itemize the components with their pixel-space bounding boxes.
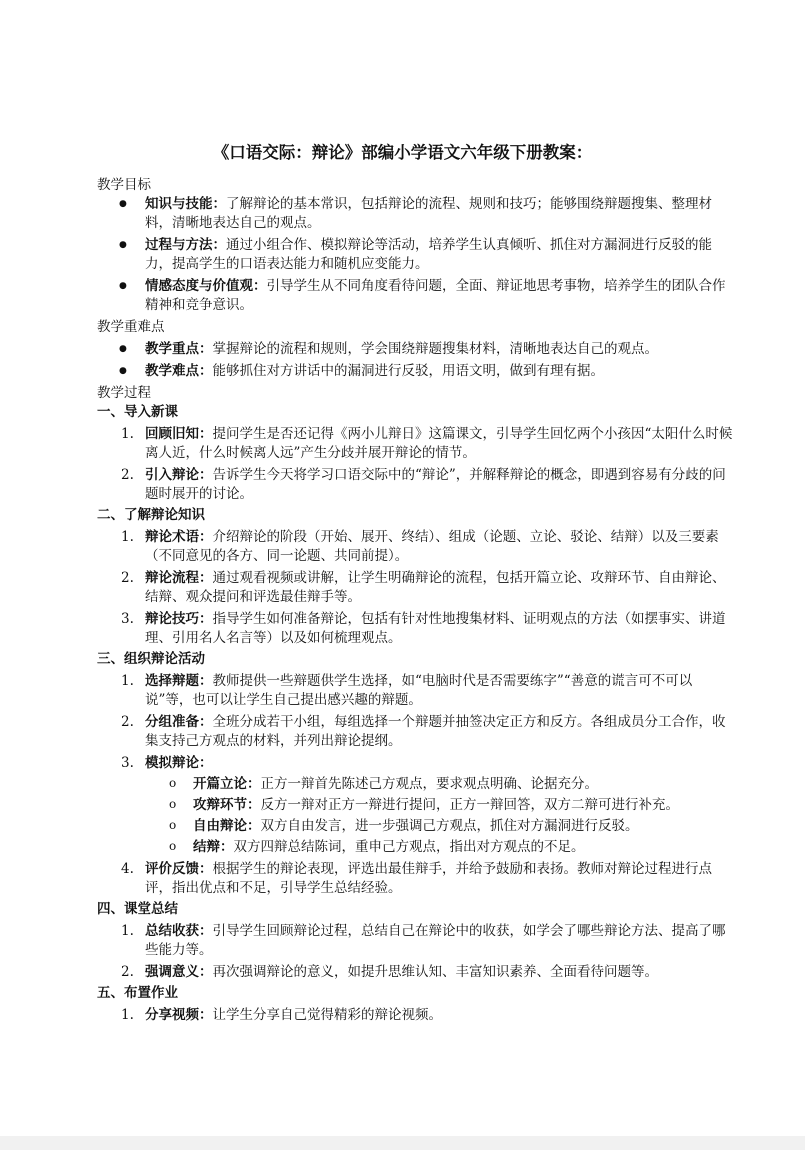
item-label: 自由辩论： (193, 818, 261, 834)
sub-list-item (97, 775, 737, 794)
item-label: 情感态度与价值观： (145, 278, 267, 294)
section-heading: 五、布置作业 (97, 985, 178, 1001)
item-text: 提问学生是否还记得《两小儿辩日》这篇课文，引导学生回忆两个小孩因“太阳什么时候离人近，什么时候离人远”产生分歧并展开辩论的情节。 (145, 426, 733, 461)
list-item (97, 1006, 737, 1025)
item-label: 攻辩环节： (193, 797, 261, 813)
list-item (97, 425, 737, 463)
list-item (97, 569, 737, 607)
keypoints-list (97, 340, 737, 381)
section-heading: 二、了解辩论知识 (97, 507, 205, 523)
item-number: 2. (121, 570, 134, 586)
document-body (97, 146, 737, 1025)
item-label: 引入辩论： (145, 467, 213, 483)
item-number: 1. (121, 923, 134, 939)
item-label: 过程与方法： (145, 237, 226, 253)
item-number: 2. (121, 714, 134, 730)
item-number: 3. (121, 755, 134, 771)
item-label: 教学重点： (145, 341, 213, 357)
item-label: 总结收获： (145, 923, 213, 939)
item-label: 辩论术语： (145, 529, 213, 545)
item-text: 了解辩论的基本常识，包括辩论的流程、规则和技巧；能够围绕辩题搜集、整理材料，清晰地表达自己的观点。 (145, 196, 712, 231)
item-label: 知识与技能： (145, 196, 226, 212)
list-item (97, 277, 737, 315)
section-heading: 一、导入新课 (97, 404, 178, 420)
list-item (97, 860, 737, 898)
numbered-list (97, 672, 737, 898)
item-text: 介绍辩论的阶段（开始、展开、终结）、组成（论题、立论、驳论、结辩）以及三要素（不同意见的各方、同一论题、共同前提）。 (145, 529, 719, 564)
list-item (97, 528, 737, 566)
list-item (97, 610, 737, 648)
section-heading: 四、课堂总结 (97, 901, 178, 917)
item-text: 正方一辩首先陈述己方观点，要求观点明确、论据充分。 (260, 776, 598, 792)
item-label: 分享视频： (145, 1007, 213, 1023)
list-item (97, 466, 737, 504)
list-item (97, 362, 737, 381)
objectives-list (97, 195, 737, 315)
item-text: 再次强调辩论的意义，如提升思维认知、丰富知识素养、全面看待问题等。 (212, 964, 658, 980)
item-label: 辩论流程： (145, 570, 213, 586)
item-label: 分组准备： (145, 714, 213, 730)
item-number: 1. (121, 529, 134, 545)
heading-process: 教学过程 (97, 385, 151, 401)
list-item (97, 195, 737, 233)
item-number: 1. (121, 426, 134, 442)
numbered-list (97, 528, 737, 648)
list-item (97, 236, 737, 274)
item-text: 通过观看视频或讲解，让学生明确辩论的流程，包括开篇立论、攻辩环节、自由辩论、结辩、观众提问和评选最佳辩手等。 (145, 570, 726, 605)
item-text: 告诉学生今天将学习口语交际中的“辩论”，并解释辩论的概念，即遇到容易有分歧的问题时展开的讨论。 (145, 467, 726, 502)
item-text: 引导学生从不同角度看待问题，全面、辩证地思考事物，培养学生的团队合作精神和竞争意识。 (145, 278, 726, 313)
item-label: 开篇立论： (193, 776, 261, 792)
item-number: 1. (121, 673, 134, 689)
list-item (97, 922, 737, 960)
item-label: 评价反馈： (145, 861, 213, 877)
sub-list (145, 775, 737, 857)
numbered-list (97, 922, 737, 982)
item-text: 通过小组合作、模拟辩论等活动，培养学生认真倾听、抓住对方漏洞进行反驳的能力，提高学生的口语表达能力和随机应变能力。 (145, 237, 712, 272)
item-text: 根据学生的辩论表现，评选出最佳辩手，并给予鼓励和表扬。教师对辩论过程进行点评，指出优点和不足，引导学生总结经验。 (145, 861, 712, 896)
item-label: 辩论技巧： (145, 611, 213, 627)
item-number: 4. (121, 861, 134, 877)
heading-keypoints: 教学重难点 (97, 319, 165, 335)
item-text: 让学生分享自己觉得精彩的辩论视频。 (212, 1007, 442, 1023)
item-label: 强调意义： (145, 964, 213, 980)
item-number: 3. (121, 611, 134, 627)
item-label: 选择辩题： (145, 673, 213, 689)
sub-list-item (97, 838, 737, 857)
item-label: 结辩： (193, 839, 234, 855)
list-item (97, 672, 737, 710)
item-text: 双方四辩总结陈词，重申己方观点，指出对方观点的不足。 (233, 839, 585, 855)
item-text: 引导学生回顾辩论过程，总结自己在辩论中的收获，如学会了哪些辩论方法、提高了哪些能力等。 (145, 923, 726, 958)
list-item (97, 713, 737, 751)
item-text: 教师提供一些辩题供学生选择，如“电脑时代是否需要练字”“善意的谎言可不可以说”等，也可以让学生自己提出感兴趣的辩题。 (145, 673, 693, 708)
item-number: 1. (121, 1007, 134, 1023)
list-item (97, 963, 737, 982)
item-label: 回顾旧知： (145, 426, 213, 442)
item-number: 2. (121, 467, 134, 483)
sub-list-item (97, 796, 737, 815)
item-text: 全班分成若干小组，每组选择一个辩题并抽签决定正方和反方。各组成员分工合作，收集支持己方观点的材料，并列出辩论提纲。 (145, 714, 726, 749)
item-label: 教学难点： (145, 363, 213, 379)
heading-objectives: 教学目标 (97, 177, 151, 193)
item-text: 反方一辩对正方一辩进行提问，正方一辩回答，双方二辩可进行补充。 (260, 797, 679, 813)
sub-list-item (97, 817, 737, 836)
item-label: 模拟辩论： (145, 755, 213, 771)
item-number: 2. (121, 964, 134, 980)
numbered-list (97, 1006, 737, 1025)
section-heading: 三、组织辩论活动 (97, 651, 205, 667)
document-title: 《口语交际：辩论》部编小学语文六年级下册教案： (212, 143, 593, 162)
item-text: 能够抓住对方讲话中的漏洞进行反驳，用语文明，做到有理有据。 (212, 363, 604, 379)
item-text: 双方自由发言，进一步强调己方观点，抓住对方漏洞进行反驳。 (260, 818, 639, 834)
item-text: 指导学生如何准备辩论，包括有针对性地搜集材料、证明观点的方法（如摆事实、讲道理、引用名人名言等）以及如何梳理观点。 (145, 611, 726, 646)
numbered-list (97, 425, 737, 504)
list-item (97, 754, 737, 857)
list-item (97, 340, 737, 359)
item-text: 掌握辩论的流程和规则，学会围绕辩题搜集材料，清晰地表达自己的观点。 (212, 341, 658, 357)
